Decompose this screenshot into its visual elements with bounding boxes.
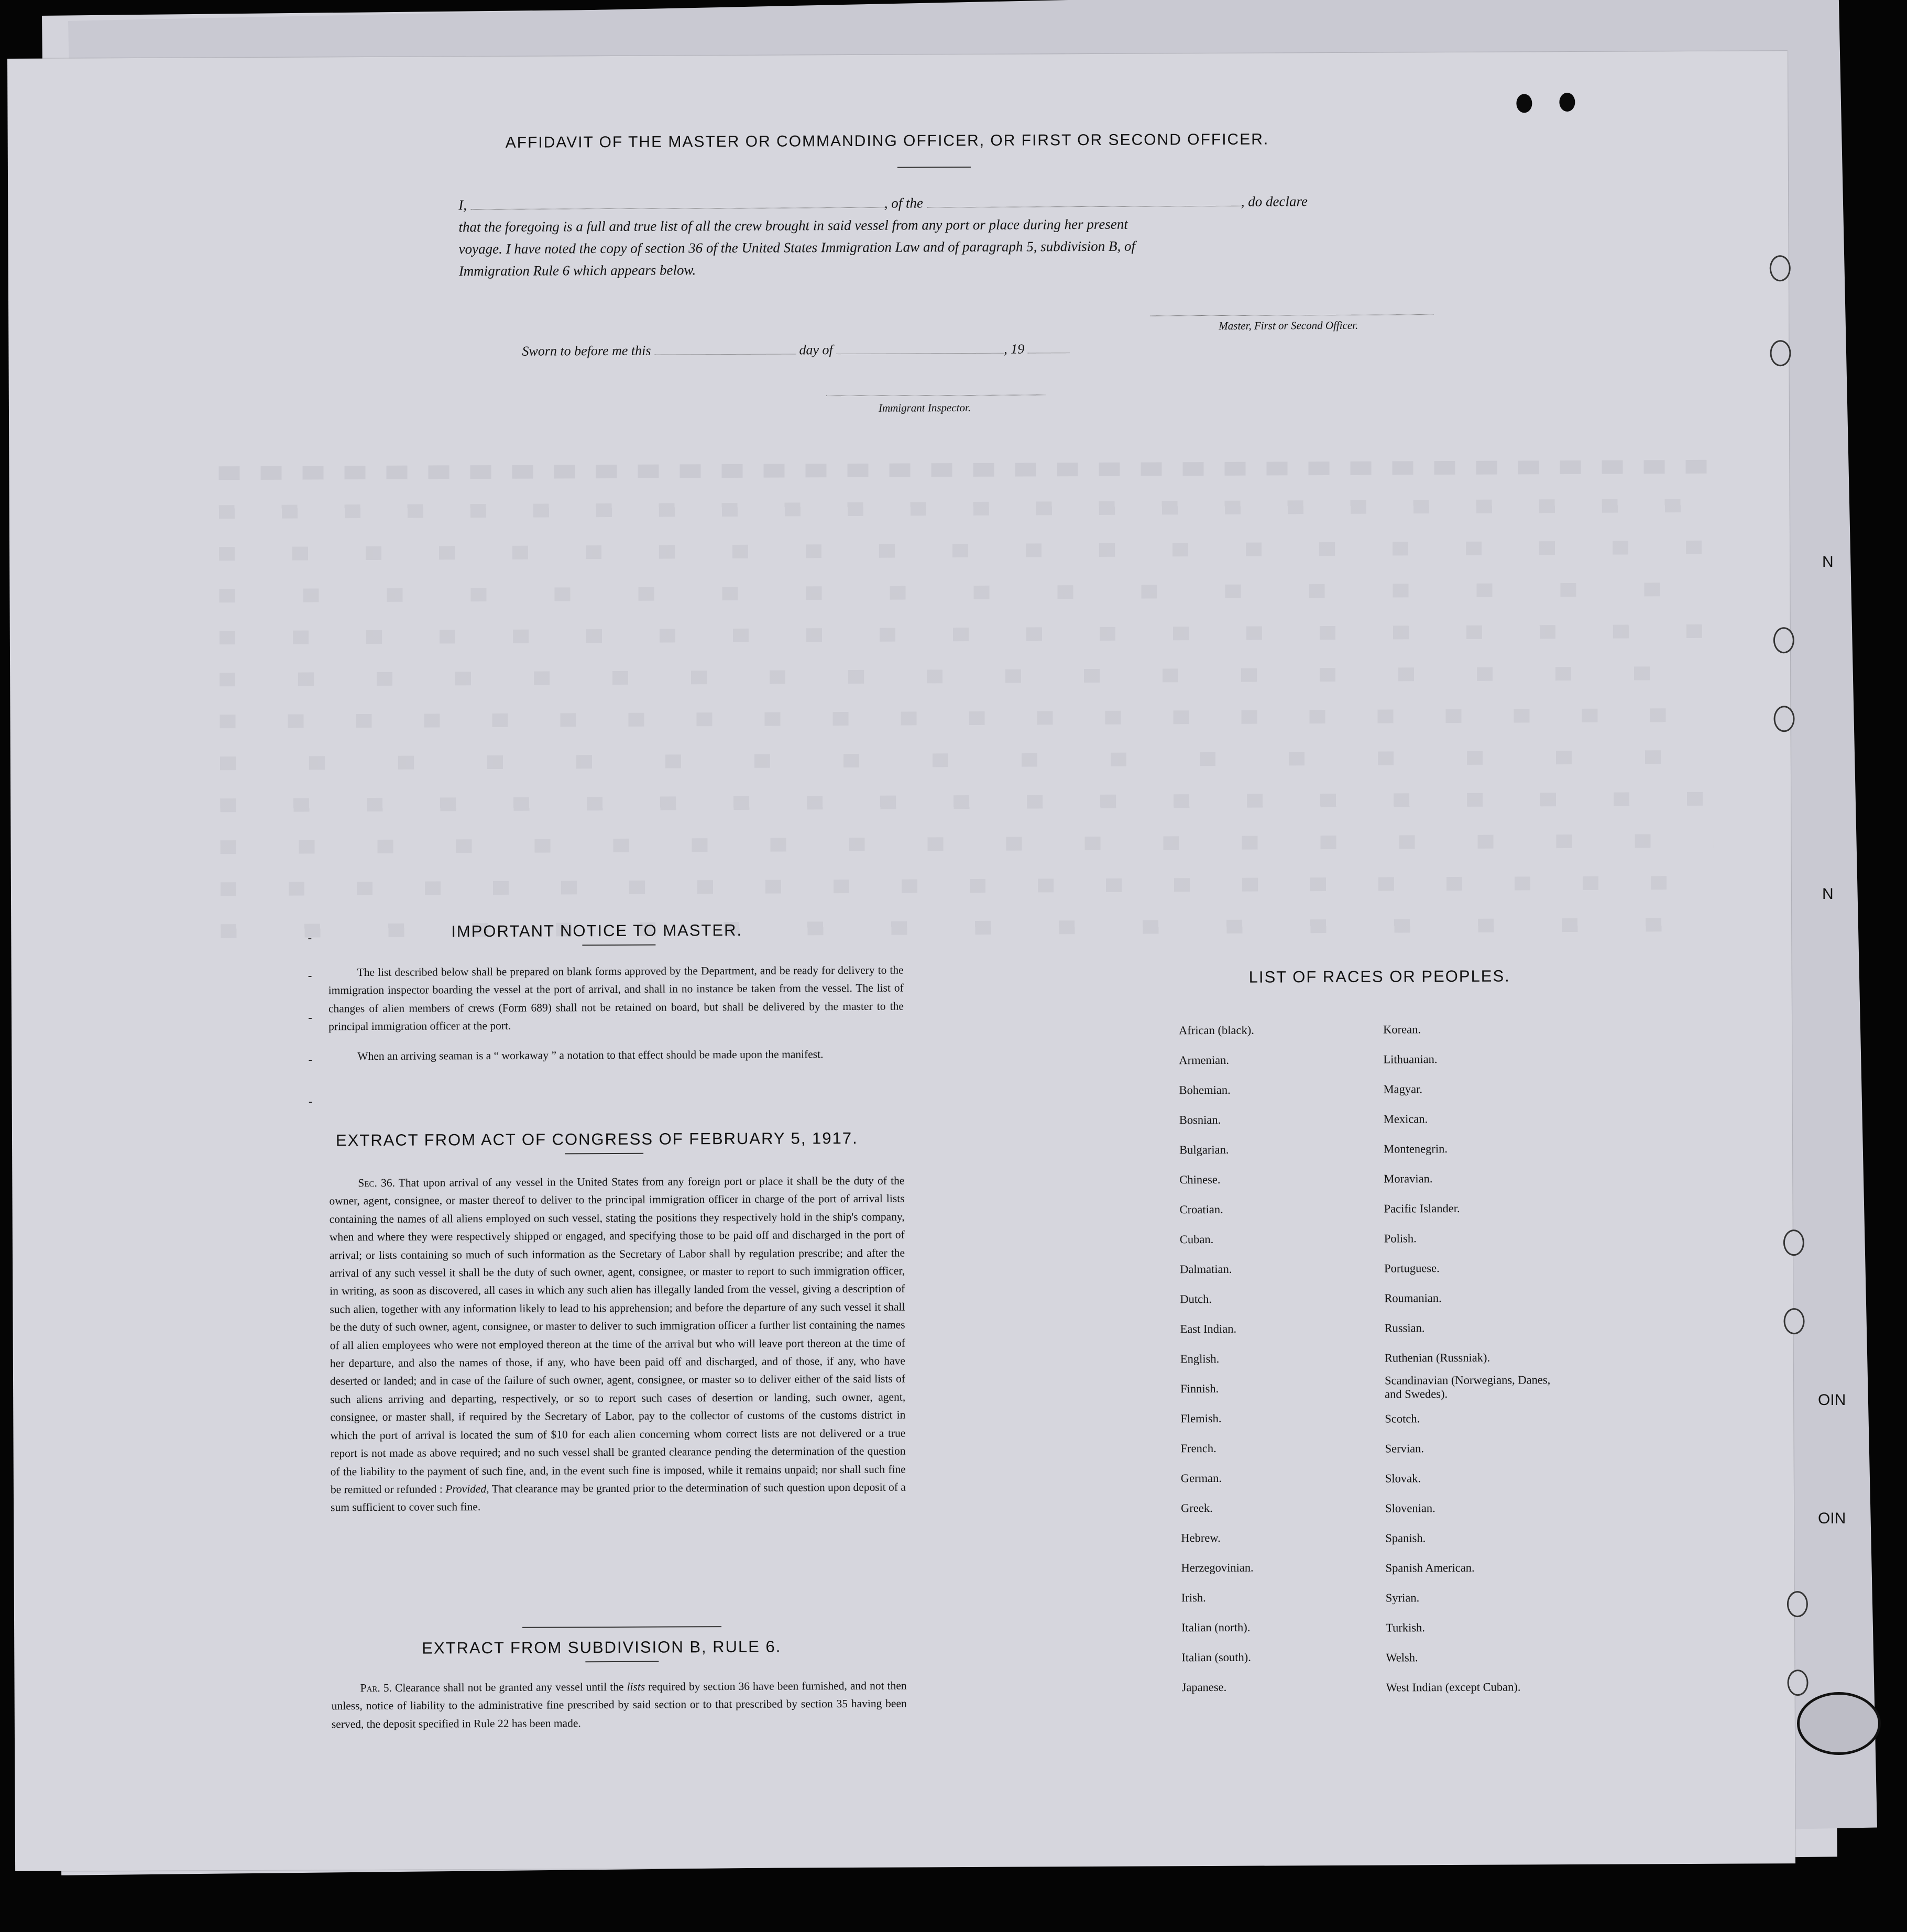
day-of-label: day of — [799, 342, 833, 358]
act-extract-rule — [565, 1153, 643, 1155]
margin-dash: - — [308, 931, 312, 946]
margin-dash: - — [308, 1094, 313, 1109]
rule-extract-rule — [585, 1661, 659, 1663]
manifest-back-page — [7, 51, 1795, 1871]
affidavit-line-1 — [458, 193, 1308, 213]
race-item: Slovak. — [1385, 1472, 1421, 1485]
margin-dash: - — [308, 1011, 313, 1025]
of-the-label: , of the — [884, 195, 924, 211]
master-signature-label: Master, First or Second Officer. — [1219, 319, 1358, 332]
race-item: Dutch. — [1180, 1292, 1212, 1306]
edge-letter: OIN — [1818, 1510, 1846, 1527]
par-label: Par. 5. — [360, 1681, 392, 1695]
race-item: Herzegovinian. — [1181, 1561, 1254, 1575]
race-item: African (black). — [1179, 1023, 1254, 1037]
margin-dash: - — [308, 969, 312, 983]
races-left-column — [1179, 1015, 1257, 1703]
race-item: Pacific Islander. — [1384, 1201, 1460, 1215]
race-item: Russian. — [1384, 1321, 1425, 1335]
affidavit-line-3: voyage. I have noted the copy of section 36 of the United States Immigration Law and of paragraph 5, subdivision B, of — [458, 238, 1135, 257]
rule-extract-title: EXTRACT FROM SUBDIVISION B, RULE 6. — [422, 1637, 782, 1657]
race-item: Polish. — [1384, 1232, 1417, 1245]
race-item: Magyar. — [1383, 1082, 1423, 1096]
race-item: Mexican. — [1383, 1112, 1428, 1126]
notice-paragraph-1: The list described below shall be prepared on blank forms approved by the Department, and be ready for delivery to the immigration inspector boarding the vessel at the port of arrival, and shall in no instance be taken from the vessel. The list of changes of alien members of crews (Form 689) shall not be retained on board, but shall be delivered by the master to the principal immigration officer at the port. — [328, 963, 904, 1033]
race-item: Cuban. — [1179, 1232, 1214, 1246]
edge-letter: OIN — [1818, 1391, 1846, 1409]
section-body-end: That clearance may be granted prior to the determination of such question upon deposit of a sum sufficient to cover such fine. — [331, 1480, 906, 1514]
master-signature-line — [1150, 314, 1433, 316]
race-item: Dalmatian. — [1180, 1262, 1232, 1276]
race-item: Turkish. — [1386, 1621, 1425, 1634]
binder-hole — [1787, 1670, 1808, 1696]
title-rule — [897, 167, 971, 168]
race-item: Scandinavian (Norwegians, Danes, and Swedes). — [1384, 1373, 1551, 1401]
race-item: Japanese. — [1181, 1680, 1227, 1694]
act-extract-title: EXTRACT FROM ACT OF CONGRESS OF FEBRUARY 5, 1917. — [335, 1128, 858, 1150]
par-body-a: Clearance shall not be granted any vessel until the — [394, 1680, 624, 1694]
par-body-b: required by section 36 have been furnished, and not then unless, notice of liability to the administrative fine prescribed by said section or to that prescribed by section 35 having been served, the deposit specified in Rule 22 has been made. — [331, 1679, 907, 1731]
race-item: Greek. — [1181, 1501, 1213, 1515]
race-item: Syrian. — [1385, 1591, 1420, 1605]
race-item: Italian (south). — [1181, 1650, 1251, 1664]
binder-hole — [1783, 1230, 1804, 1256]
race-item: Lithuanian. — [1383, 1052, 1438, 1066]
race-item: German. — [1180, 1471, 1222, 1485]
sworn-day-blank — [654, 354, 796, 355]
race-item: Scotch. — [1385, 1412, 1420, 1425]
binder-hole — [1770, 340, 1791, 366]
inspector-label: Immigrant Inspector. — [878, 401, 971, 414]
races-title: LIST OF RACES OR PEOPLES. — [1248, 967, 1510, 986]
race-item: Bohemian. — [1179, 1083, 1231, 1097]
binder-hole — [1783, 1308, 1804, 1334]
affidavit-line-4: Immigration Rule 6 which appears below. — [458, 262, 696, 279]
section-36-text — [329, 1172, 906, 1517]
race-item: Croatian. — [1179, 1202, 1223, 1216]
race-item: Flemish. — [1180, 1411, 1222, 1425]
race-item: Montenegrin. — [1384, 1142, 1448, 1156]
race-item: Spanish. — [1385, 1531, 1426, 1545]
declarant-name-blank — [470, 207, 884, 210]
edge-letter: N — [1822, 553, 1834, 570]
notice-paragraph-2: When an arriving seaman is a “ workaway ” a notation to that effect should be made upon the manifest. — [357, 1048, 824, 1063]
margin-dash: - — [308, 1052, 313, 1067]
race-item: East Indian. — [1180, 1322, 1237, 1336]
race-item: Hebrew. — [1181, 1531, 1221, 1545]
notice-rule — [582, 945, 655, 946]
race-item: Welsh. — [1386, 1651, 1418, 1664]
sworn-month-blank — [836, 353, 1004, 354]
race-item: Chinese. — [1179, 1172, 1221, 1187]
binder-hole — [1770, 255, 1791, 281]
race-item: Irish. — [1181, 1591, 1206, 1605]
sworn-label: Sworn to before me this — [522, 343, 651, 359]
edge-letter: N — [1822, 885, 1834, 903]
race-item: Spanish American. — [1385, 1561, 1475, 1575]
declarant-i: I, — [458, 197, 467, 213]
inspector-signature-line — [826, 394, 1046, 396]
race-item: Korean. — [1383, 1023, 1421, 1036]
rule-extract-divider — [522, 1626, 721, 1628]
punch-dot — [1559, 93, 1575, 112]
binder-hole — [1773, 627, 1794, 653]
binder-hole — [1773, 706, 1794, 732]
race-item: Armenian. — [1179, 1053, 1230, 1067]
race-item: Bulgarian. — [1179, 1143, 1229, 1157]
race-item: Finnish. — [1180, 1381, 1219, 1396]
year-label: , 19 — [1004, 341, 1025, 357]
races-right-column — [1383, 1014, 1559, 1702]
race-item: Italian (north). — [1181, 1620, 1251, 1634]
sworn-line — [522, 341, 1069, 359]
par-lists: lists — [627, 1680, 645, 1693]
race-item: Slovenian. — [1385, 1501, 1435, 1515]
do-declare-label: , do declare — [1241, 193, 1308, 210]
binder-hole — [1787, 1591, 1808, 1617]
stamp-seal — [1797, 1692, 1881, 1755]
section-label: Sec. 36. — [358, 1176, 396, 1190]
race-item: West Indian (except Cuban). — [1386, 1680, 1521, 1694]
vessel-name-blank — [927, 206, 1241, 208]
race-item: Bosnian. — [1179, 1113, 1221, 1127]
provided-label: Provided, — [445, 1482, 489, 1496]
notice-title: IMPORTANT NOTICE TO MASTER. — [451, 920, 743, 941]
punch-dot — [1516, 94, 1532, 113]
paragraph-5-text — [332, 1677, 907, 1733]
race-item: English. — [1180, 1352, 1220, 1366]
section-body: That upon arrival of any vessel in the United States from any foreign port or place it shall be the duty of the owner, agent, consignee, or master thereof to deliver to the principal immigration officer in charge of the port of arrival lists containing the names of all aliens employed on such vessel, stating the positions they respectively hold in the ship's company, when and where they were respectively shipped or engaged, and specifying those to be paid off and discharged in the port of arrival; or lists containing so much of such information as the Secretary of Labor shall by regulation prescribe; and after the arrival of any such vessel it shall be the duty of such owner, agent, consignee, or master to report to such immigration officer, in writing, as soon as discovered, all cases in which any such alien has illegally landed from the vessel, giving a description of such alien, together with any information likely to lead to his apprehension; and before the departure of any such vessel it shall be the duty of such owner, agent, consignee, or master to deliver to such immigration officer a further list containing the names of all alien employees who were not employed thereon at the time of the arrival but who will leave port thereon at the time of her departure, and also the names of those, if any, who have been paid off and discharged, and of those, if any, who have deserted or landed; and in case of the failure of such owner, agent, consignee, or master so to deliver either of the said lists of such aliens arriving and departing, respectively, or so to report such cases of desertion or landing, such owner, agent, consignee, or master shall, if required by the Secretary of Labor, pay to the collector of customs of the customs district in which the port of arrival is located the sum of $10 for each alien concerning whom correct lists are not delivered or a true report is not made as above required; and no such vessel shall be granted clearance pending the determination of the question of the liability to the payment of such fine, and, in the event such fine is imposed, while it remains unpaid; nor shall such fine be remitted or refunded : — [329, 1174, 906, 1496]
race-item: Servian. — [1385, 1442, 1424, 1455]
race-item: French. — [1180, 1441, 1216, 1455]
race-item: Moravian. — [1384, 1172, 1433, 1185]
race-item: Ruthenian (Russniak). — [1384, 1351, 1490, 1365]
affidavit-line-2: that the foregoing is a full and true list of all the crew brought in said vessel from any port or place during her present — [458, 216, 1128, 235]
race-item: Portuguese. — [1384, 1261, 1440, 1275]
affidavit-title: AFFIDAVIT OF THE MASTER OR COMMANDING OFFICER, OR FIRST OR SECOND OFFICER. — [505, 130, 1269, 151]
race-item: Roumanian. — [1384, 1291, 1442, 1305]
